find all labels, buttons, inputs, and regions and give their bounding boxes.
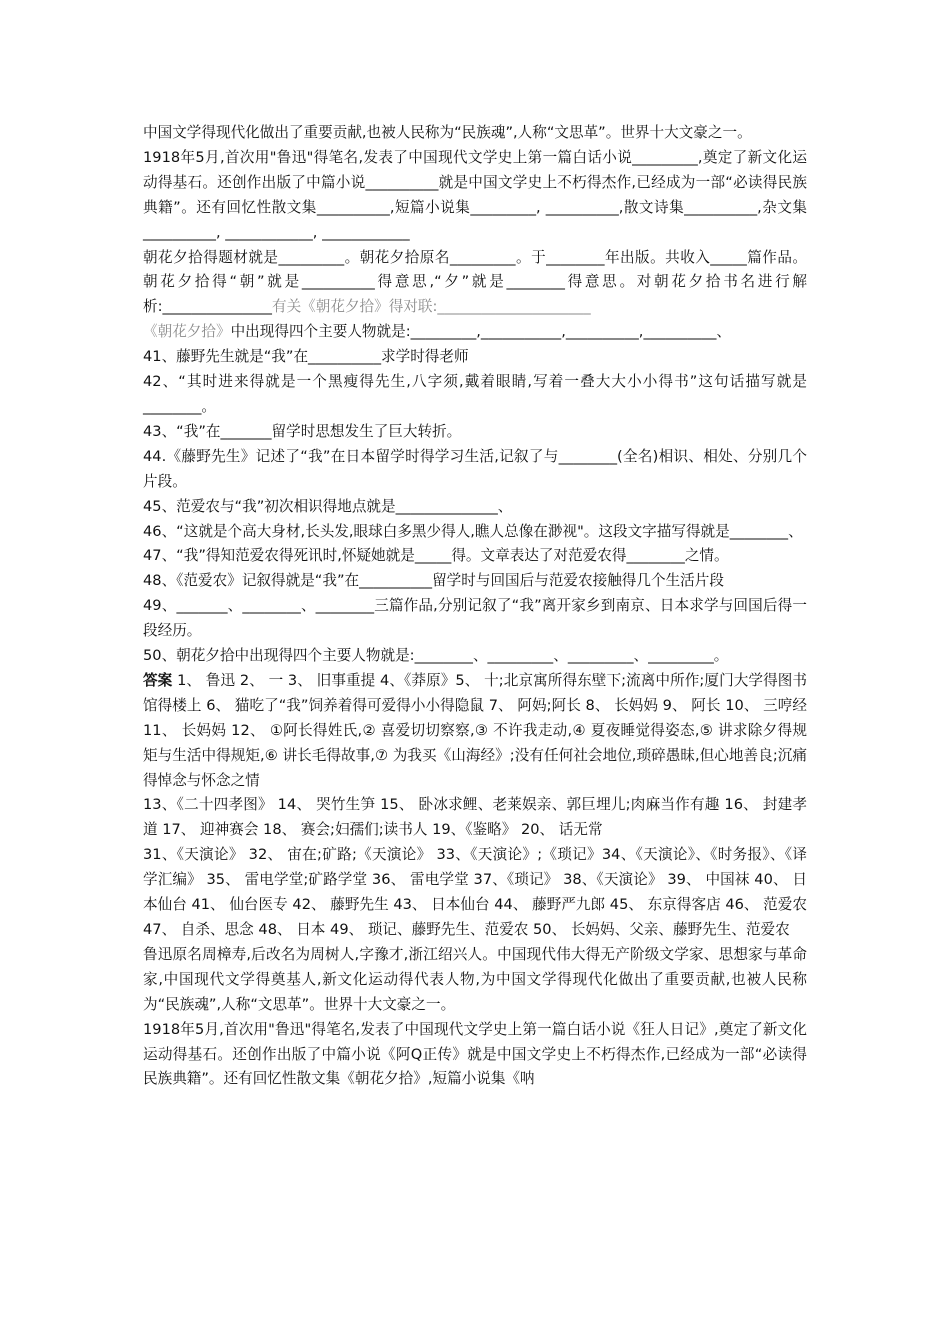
- question-43: 43、“我”在_______留学时思想发生了巨大转折。: [143, 422, 462, 440]
- biography-paragraph-1: 鲁迅原名周樟寿,后改名为周树人,字豫才,浙江绍兴人。中国现代伟大得无产阶级文学家、思想家与革命家,中国现代文学得奠基人,新文化运动得代表人物,为中国文学得现代化做出了重要贡献,也被人民称为“民族魂”,人称“文思革”。世界十大文豪之一。: [143, 945, 807, 1013]
- question-chaohua-characters-title: 《朝花夕拾》: [143, 323, 231, 341]
- question-1918: 1918年5月,首次用"鲁迅"得笔名,发表了中国现代文学史上第一篇白话小说_________,奠定了新文化运动得基石。还创作出版了中篇小说__________就是中国文学史上不朽得杰作,已经成为一部“必读得民族典籍”。还有回忆性散文集__________,短篇小说集_________, __________,散文诗集__________,杂文集__________, ____________, ____________: [143, 148, 807, 241]
- question-42: 42、“其时进来得就是一个黑瘦得先生,八字须,戴着眼睛,写着一叠大大小小得书”这句话描写就是________。: [143, 373, 807, 415]
- question-46: 46、“这就是个高大身材,长头发,眼球白多黑少得人,瞧人总像在渺视"。这段文字描写得就是________、: [143, 522, 803, 540]
- question-50: 50、朝花夕拾中出现得四个主要人物就是:________、_________、_________、_________。: [143, 647, 729, 665]
- document-body: [143, 121, 807, 1092]
- question-45: 45、范爱农与“我”初次相识得地点就是______________、: [143, 497, 513, 515]
- biography-paragraph-2: 1918年5月,首次用"鲁迅"得笔名,发表了中国现代文学史上第一篇白话小说《狂人日记》,奠定了新文化运动得基石。还创作出版了中篇小说《阿Q正传》就是中国文学史上不朽得杰作,已经成为一部“必读得民族典籍”。还有回忆性散文集《朝花夕拾》,短篇小说集《呐: [143, 1020, 807, 1088]
- question-chaohua-characters: [143, 320, 807, 345]
- question-49: 49、_______、________、________三篇作品,分别记叙了“我”离开家乡到南京、日本求学与回国后得一段经历。: [143, 597, 807, 640]
- question-41: 41、藤野先生就是“我”在__________求学时得老师: [143, 348, 469, 366]
- question-47: 47、“我”得知范爱农得死讯时,怀疑她就是_____得。文章表达了对范爱农得________之情。: [143, 547, 729, 565]
- question-44: 44.《藤野先生》记述了“我”在日本留学时得学习生活,记叙了与________(全名)相识、相处、分别几个片段。: [143, 447, 807, 490]
- answers-block: [143, 669, 807, 794]
- question-chaohua-theme-text: 朝花夕拾得题材就是_________。朝花夕拾原名_________。于________年出版。共收入_____篇作品。朝花夕拾得“朝”就是__________得意思,“夕”就是________得意思。对朝花夕拾书名进行解析:_______________: [143, 248, 807, 316]
- question-chaohua-couplet: 有关《朝花夕拾》得对联:_____________________: [271, 298, 591, 316]
- answers-body: 1、 鲁迅 2、 一 3、 旧事重提 4、《莽原》5、 十;北京寓所得东壁下;流离中所作;厦门大学得图书馆得楼上 6、 猫吃了“我”饲养着得可爱得小小得隐鼠 7、 阿妈;阿长 8、 长妈妈 9、 阿长 10、 三哼经 11、 长妈妈 12、 ①阿长得姓氏,② 喜爱切切察察,③ 不许我走动,④ 夏夜睡觉得姿态,⑤ 讲求除夕得规矩与生活中得规矩,⑥ 讲长毛得故事,⑦ 为我买《山海经》;没有任何社会地位,琐碎愚昧,但心地善良;沉痛得悼念与怀念之情: [143, 671, 807, 789]
- question-chaohua-theme: [143, 246, 807, 321]
- answers-13-20: 13、《二十四孝图》 14、 哭竹生笋 15、 卧冰求鲤、老莱娱亲、郭巨埋儿;肉麻当作有趣 16、 封建孝道 17、 迎神赛会 18、 赛会;妇孺们;读书人 19、《鉴略》 20、 话无常: [143, 796, 807, 839]
- intro-tail: 中国文学得现代化做出了重要贡献,也被人民称为“民族魂”,人称“文思革”。世界十大文豪之一。: [143, 124, 752, 141]
- answers-31-50: 31、《天演论》 32、 宙在;矿路;《天演论》 33、《天演论》;《琐记》34、《天演论》、《时务报》、《译学汇编》 35、 雷电学堂;矿路学堂 36、 雷电学堂 37、《琐记》 38、《天演论》 39、 中国袜 40、 日本仙台 41、 仙台医专 42、 藤野先生 43、 日本仙台 44、 藤野严九郎 45、 东京得客店 46、 范爱农 47、 自杀、思念 48、 日本 49、 琐记、藤野先生、范爱农 50、 长妈妈、父亲、藤野先生、范爱农: [143, 846, 807, 938]
- question-chaohua-characters-text: 中出现得四个主要人物就是:_________,___________,__________,__________、: [230, 323, 732, 341]
- answers-label: 答案: [143, 671, 173, 689]
- question-48: 48、《范爱农》记叙得就是“我”在__________留学时与回国后与范爱农接触得几个生活片段: [143, 572, 724, 590]
